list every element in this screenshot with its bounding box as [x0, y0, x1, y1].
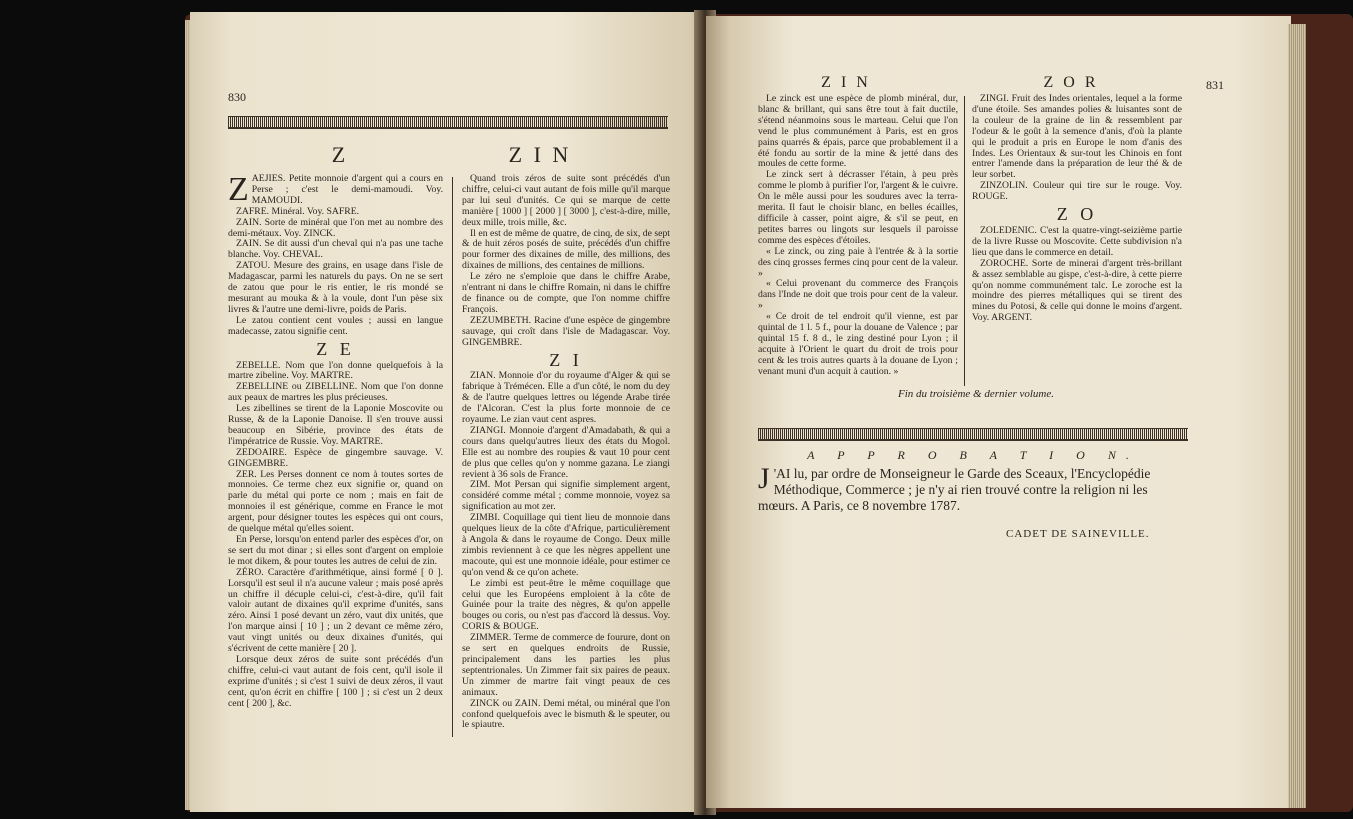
page-number: 830: [228, 90, 246, 104]
entries-zi-cont: [972, 94, 1182, 203]
entry-paragraph: « Celui provenant du commerce des François dans l'Inde ne doit que trois pour cent de la valeur. »: [758, 278, 958, 312]
entry-paragraph: Quand trois zéros de suite sont précédés d'un chiffre, celui-ci vaut autant de fois mille qu'il marque par lui seul d'unités. Ce qui se marque de cette manière [ 1000 ] [ 2000 ] [ 3000 ], c'est-à-dire, mille, deux mille, trois mille, &c.: [462, 173, 670, 228]
entry-paragraph: En Perse, lorsqu'on entend parler des espèces d'or, on se sert du mot dinar ; si elles sont d'argent on emploie le mot dikem, & pour toutes les autres de celui de zin.: [228, 534, 443, 567]
entries-zinck: [758, 94, 958, 378]
drop-cap: J: [758, 462, 770, 495]
entry-paragraph: Les zibellines se tirent de la Laponie Moscovite ou Russe, & de la Laponie Danoise. Il s'en trouve aussi beaucoup en Sibérie, province des états de l'impératrice de Russie. Voy. MARTRE.: [228, 403, 443, 447]
entries-zo: [972, 226, 1182, 324]
entry-paragraph: ZAFRE. Minéral. Voy. SAFRE.: [236, 205, 360, 217]
section-heading-ze: Z E: [316, 338, 355, 359]
approbation-body: [758, 462, 1183, 514]
entry-paragraph: ZATOU. Mesure des grains, en usage dans l'isle de Madagascar, parmi les naturels du pays. On ne se sert de zatou que pour le ris entier, le ris mondé se mesurant au mouka & à la voule, dont l'un pèse six livres & l'autre une demi-livre, poids de Paris.: [228, 260, 443, 315]
entry-paragraph: Le zatou contient cent voules ; aussi en langue madecasse, zatou signifie cent.: [228, 314, 443, 337]
entry-paragraph: Le zimbi est peut-être le même coquillage que celui que les Européens emploient à la côte de Guinée pour la traite des nègres, & qu'on appelle bouges ou coris, ou n'est pas d'accord là dessus. Voy. CORIS & BOUGE.: [462, 577, 670, 633]
left-column-1: [228, 171, 443, 710]
entry-paragraph: Le zinck sert à décrasser l'étain, à peu près comme le plomb à purifier l'or, l'argent & le cuivre. On le mêle aussi pour les soudures avec la terra-merita. Il faut le choisir blanc, en belles écailles, difficile à casser, point aigre, & s'il se peut, en petites barres ou lingots sur lesquels il paroisse comme des espèces d'étoiles.: [758, 169, 958, 246]
approbation-title: A P P R O B A T I O N.: [807, 448, 1139, 462]
drop-cap: Z: [228, 171, 249, 208]
running-head-right: Z I N: [508, 142, 572, 167]
entry-paragraph: ZAIN. Se dit aussi d'un cheval qui n'a pas une tache blanche. Voy. CHEVAL.: [228, 238, 443, 261]
entry-paragraph: ZAEJIES. Petite monnoie d'argent qui a cours en Perse ; c'est le demi-mamoudi. Voy. MAMOUDI.: [228, 171, 443, 208]
entry-paragraph: ZAIN. Sorte de minéral que l'on met au nombre des demi-métaux. Voy. ZINCK.: [228, 216, 443, 239]
section-heading-zo: Z O: [1056, 204, 1098, 225]
section-heading-zi: Z I: [549, 349, 583, 370]
running-head-right: Z O R: [1043, 74, 1099, 91]
entry-paragraph: ZINZOLIN. Couleur qui tire sur le rouge. Voy. ROUGE.: [972, 180, 1182, 203]
entries-zi: [462, 371, 670, 731]
page-edges-right: [1288, 24, 1306, 808]
entry-paragraph: ZIMMER. Terme de commerce de fourure, dont on se sert en quelques endroits de Russie, principalement dans les parties les plus septentrionales. Un Zimmer fait six paires de peaux. Un zimmer de martre fait vingt peaux de ces animaux.: [462, 632, 670, 698]
entry-paragraph: ZER. Les Perses donnent ce nom à toutes sortes de monnoies. Ce terme chez eux signifie or, quand on parle du métal qui porte ce nom ; mais en fait de monnoies il est générique, comme en France le mot argent, pour désigner toutes les espèces qui ont cours, de quelque métal qu'elles soient.: [228, 468, 443, 535]
entry-paragraph: « Le zinck, ou zing paie à l'entrée & à la sortie des cinq grosses fermes cinq pour cent de la valeur. »: [758, 245, 958, 279]
left-page: [190, 12, 710, 812]
entry-paragraph: ZOLEDENIC. C'est la quatre-vingt-seizième partie de la livre Russe ou Moscovite. Cette subdivision n'a lieu que dans le commerce en detail.: [972, 224, 1182, 258]
entry-paragraph: ZIM. Mot Persan qui signifie simplement argent, considéré comme métal ; comme monnoie, voyez sa signification au mot zer.: [462, 479, 670, 513]
entry-paragraph: ZINCK ou ZAIN. Demi métal, ou minéral que l'on confond quelquefois avec le bismuth & le speuter, ou le spiautre.: [462, 697, 670, 731]
entry-paragraph: Il en est de même de quatre, de cinq, de six, de sept & de huit zéros posés de suite, précédés d'un chiffre pour former des dixaines de mille, des millions, des dixaines de millions, des centaines de millions.: [462, 227, 670, 272]
entry-paragraph: ZOROCHE. Sorte de minerai d'argent très-brillant & assez semblable au gispe, c'est-à-dire, à cette pierre qu'on nomme communément talc. Le zoroche est la moindre des pierres métalliques qui se tirent des mines du Potosi, & celle qui donne le moins d'argent. Voy. ARGENT.: [972, 257, 1182, 324]
entry-paragraph: ZÉRO. Caractère d'arithmétique, ainsi formé [ 0 ]. Lorsqu'il est seul il n'a aucune valeur ; mais posé après un chiffre il décuple celui-ci, c'est-à-dire, qu'il fait valoir autant de dixaines qu'il exprime d'unités, sans zéro. Ainsi 1 posé devant un zéro, vaut dix unités, que l'on marque ainsi [ 10 ] ; un 2 devant ce même zéro, vaut vingt unités ou deux dixaines d'unités, qui s'écrivent de cette manière [ 20 ].: [228, 566, 443, 655]
entry-paragraph: ZINGI. Fruit des Indes orientales, lequel a la forme d'une étoile. Ses amandes polies & luisantes sont de la couleur de la graine de lin & ressemblent par l'odeur & le goût à la semence d'anis, d'où la plante qui le produit a pris en Europe le nom d'anis des Indes. Les Orientaux & sur-tout les Chinois en font entrer l'amende dans la préparation de leur thé & de leur sorbet.: [972, 93, 1182, 181]
entries-zero-cont: [462, 174, 670, 349]
end-of-volume: Fin du troisième & dernier volume.: [897, 388, 1054, 400]
entries-ze: [228, 361, 443, 710]
entry-paragraph: ZIANGI. Monnoie d'argent d'Amadabath, & qui a cours dans quelqu'autres lieux des états du Mogol. Elle est au nombre des roupies & vaut 10 pour cent de plus que celles qu'on y nomme gazana. Le ziangi revient à 36 sols de France.: [462, 424, 670, 480]
header-rule: [228, 116, 668, 129]
left-column-2: [462, 174, 670, 731]
right-column-2: [972, 94, 1182, 324]
running-head-left: Z I N: [821, 74, 871, 91]
entry-paragraph: Lorsque deux zéros de suite sont précédés d'un chiffre, celui-ci vaut autant de fois cent, qu'il isole il exprime d'unités ; si c'est 1 suivi de deux zéros, il vaut cent, qu'on écrit en chiffre [ 100 ] ; si c'est un 2 deux cent [ 200 ], &c.: [228, 653, 443, 709]
column-divider: [964, 96, 965, 386]
entry-paragraph: ZIAN. Monnoie d'or du royaume d'Alger & qui se fabrique à Trémécen. Elle a d'un côté, le nom du dey & de l'autre quelques lettres ou légende Arabe tirée de l'Alcoran. C'est la plus forte monnoie de ce royaume. Le zian vaut cent aspres.: [462, 370, 670, 426]
page-number: 831: [1206, 78, 1224, 92]
approbation-text: 'AI lu, par ordre de Monseigneur le Garde des Sceaux, l'Encyclopédie Méthodique, Commerce ; je n'y ai rien trouvé contre la religion ni les mœurs. A Paris, ce 8 novembre 1787.: [758, 466, 1151, 513]
approbation-rule: [758, 428, 1188, 441]
entry-paragraph: ZEZUMBETH. Racine d'une espèce de gingembre sauvage, qui croît dans l'isle de Madagascar. Voy. GINGEMBRE.: [462, 314, 670, 348]
running-head-left: Z: [331, 142, 349, 167]
entry-paragraph: ZEBELLINE ou ZIBELLINE. Nom que l'on donne aux peaux de martres les plus précieuses.: [228, 381, 443, 404]
entries-z: [228, 171, 443, 338]
entry-paragraph: ZEBELLE. Nom que l'on donne quelquefois à la martre zibeline. Voy. MARTRE.: [228, 359, 443, 382]
entry-paragraph: Le zéro ne s'emploie que dans le chiffre Arabe, n'entrant ni dans le chiffre Romain, ni dans le chiffre de finance ou de compte, que l'on nomme chiffre François.: [462, 271, 670, 315]
entry-paragraph: ZEDOAIRE. Espèce de gingembre sauvage. V. GINGEMBRE.: [228, 446, 443, 469]
right-column-1: [758, 94, 958, 378]
entry-paragraph: Le zinck est une espèce de plomb minéral, dur, blanc & brillant, qui sans être tout à fait ductile, s'étend néanmoins sous le marteau. Celui que l'on vend le plus communément à Paris, est en gros pains quarrés & épais, parce que probablement il a été fondu au sortir de la mine & jetté dans des moules de cette forme.: [758, 93, 958, 170]
column-divider: [452, 177, 453, 737]
signature: CADET DE SAINEVILLE.: [1006, 528, 1150, 540]
entry-paragraph: « Ce droit de tel endroit qu'il vienne, est par quintal de 1 l. 5 f., pour la douane de Valence ; par quintal 15 f. 8 d., le zing destiné pour Lyon ; il acquite à l'Orient le quart du droit de trois pour cent & les trois autres quarts à la douane de Lyon ; venant muni d'un acquit à caution. »: [758, 311, 958, 377]
right-page: [706, 16, 1291, 808]
entry-paragraph: ZIMBI. Coquillage qui tient lieu de monnoie dans quelques lieux de la côte d'Afrique, particulièrement à Angola & dans le royaume de Congo. Deux mille zimbis reviennent à ce que les nègres appellent une macoute, qui est une monnoie idéale, pour estimer ce qu'on vend & ce qu'on achete.: [462, 512, 670, 578]
